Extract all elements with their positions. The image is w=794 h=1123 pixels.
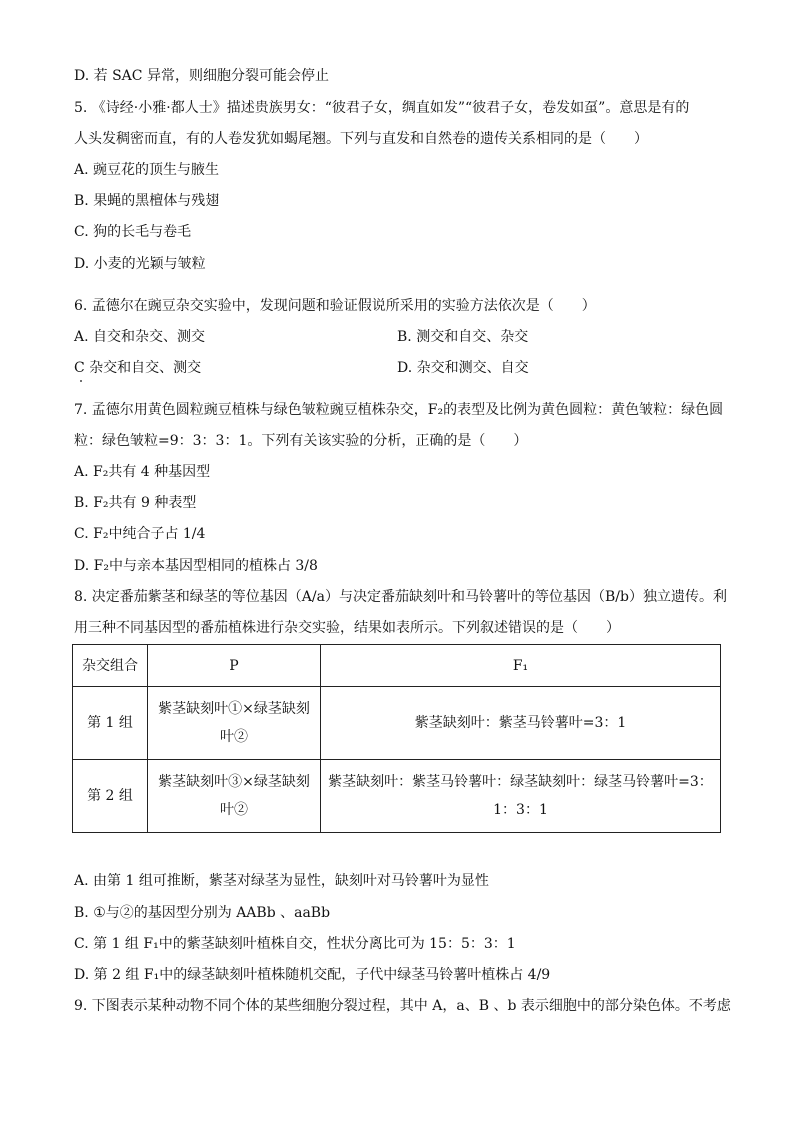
q8-stem-line2: 用三种不同基因型的番茄植株进行杂交实验，结果如表所示。下列叙述错误的是（ ） — [74, 620, 620, 636]
row2-parents: 紫茎缺刻叶③×绿茎缺刻叶② — [148, 760, 321, 833]
q8-option-b: B. ①与②的基因型分别为 AABb 、aaBb — [74, 905, 331, 921]
q7-stem-line2: 粒：绿色皱粒=9：3：3：1。下列有关该实验的分析，正确的是（ ） — [74, 433, 528, 449]
cross-results-table — [72, 644, 721, 833]
q7-option-b: B. F₂共有 9 种表型 — [74, 495, 197, 511]
q7-option-d: D. F₂中与亲本基因型相同的植株占 3/8 — [74, 558, 318, 574]
table-row — [73, 687, 721, 760]
table-row — [73, 760, 721, 833]
q5-stem-line2: 人头发稠密而直，有的人卷发犹如蝎尾翘。下列与直发和自然卷的遗传关系相同的是（ ） — [74, 131, 648, 147]
q7-option-c: C. F₂中纯合子占 1/4 — [74, 526, 206, 542]
q6-option-b: B. 测交和自交、杂交 — [397, 329, 529, 345]
q5-stem-line1: 5. 《诗经·小雅·都人士》描述贵族男女：“彼君子女，绸直如发”“彼君子女，卷发如虿”。意思是有的 — [74, 100, 690, 116]
q7-option-a: A. F₂共有 4 种基因型 — [74, 464, 211, 480]
q6-option-a: A. 自交和杂交、测交 — [74, 329, 206, 345]
q8-option-c: C. 第 1 组 F₁中的紫茎缺刻叶植株自交，性状分离比可为 15：5：3：1 — [74, 936, 516, 952]
row2-f1: 紫茎缺刻叶：紫茎马铃薯叶：绿茎缺刻叶：绿茎马铃薯叶=3：1：3：1 — [321, 760, 721, 833]
header-f1: F₁ — [321, 645, 721, 687]
q6-option-d: D. 杂交和测交、自交 — [397, 360, 529, 376]
row1-f1: 紫茎缺刻叶：紫茎马铃薯叶=3：1 — [321, 687, 721, 760]
q5-option-a: A. 豌豆花的顶生与腋生 — [74, 162, 220, 178]
q8-option-a: A. 由第 1 组可推断，紫茎对绿茎为显性，缺刻叶对马铃薯叶为显性 — [74, 873, 489, 889]
table-header-row — [73, 645, 721, 687]
stray-dot — [80, 380, 82, 382]
q5-option-c: C. 狗的长毛与卷毛 — [74, 224, 192, 240]
header-parents: P — [148, 645, 321, 687]
row1-parents: 紫茎缺刻叶①×绿茎缺刻叶② — [148, 687, 321, 760]
row2-group: 第 2 组 — [73, 760, 148, 833]
q8-stem-line1: 8. 决定番茄紫茎和绿茎的等位基因（A/a）与决定番茄缺刻叶和马铃薯叶的等位基因（B/b）独立遗传。利 — [74, 589, 727, 605]
q5-option-d: D. 小麦的光颖与皱粒 — [74, 256, 206, 272]
q6-option-c: C 杂交和自交、测交 — [74, 360, 202, 376]
q7-stem-line1: 7. 孟德尔用黄色圆粒豌豆植株与绿色皱粒豌豆植株杂交，F₂的表型及比例为黄色圆粒：黄色皱粒：绿色圆 — [74, 402, 724, 418]
q9-stem-line1: 9. 下图表示某种动物不同个体的某些细胞分裂过程，其中 A，a、B 、b 表示细胞中的部分染色体。不考虑 — [74, 998, 731, 1014]
q8-option-d: D. 第 2 组 F₁中的绿茎缺刻叶植株随机交配，子代中绿茎马铃薯叶植株占 4/9 — [74, 967, 551, 983]
row1-group: 第 1 组 — [73, 687, 148, 760]
q4-option-d: D. 若 SAC 异常，则细胞分裂可能会停止 — [74, 68, 329, 84]
q6-stem: 6. 孟德尔在豌豆杂交实验中，发现问题和验证假说所采用的实验方法依次是（ ） — [74, 298, 596, 314]
header-cross-group: 杂交组合 — [73, 645, 148, 687]
q5-option-b: B. 果蝇的黑檀体与残翅 — [74, 193, 220, 209]
